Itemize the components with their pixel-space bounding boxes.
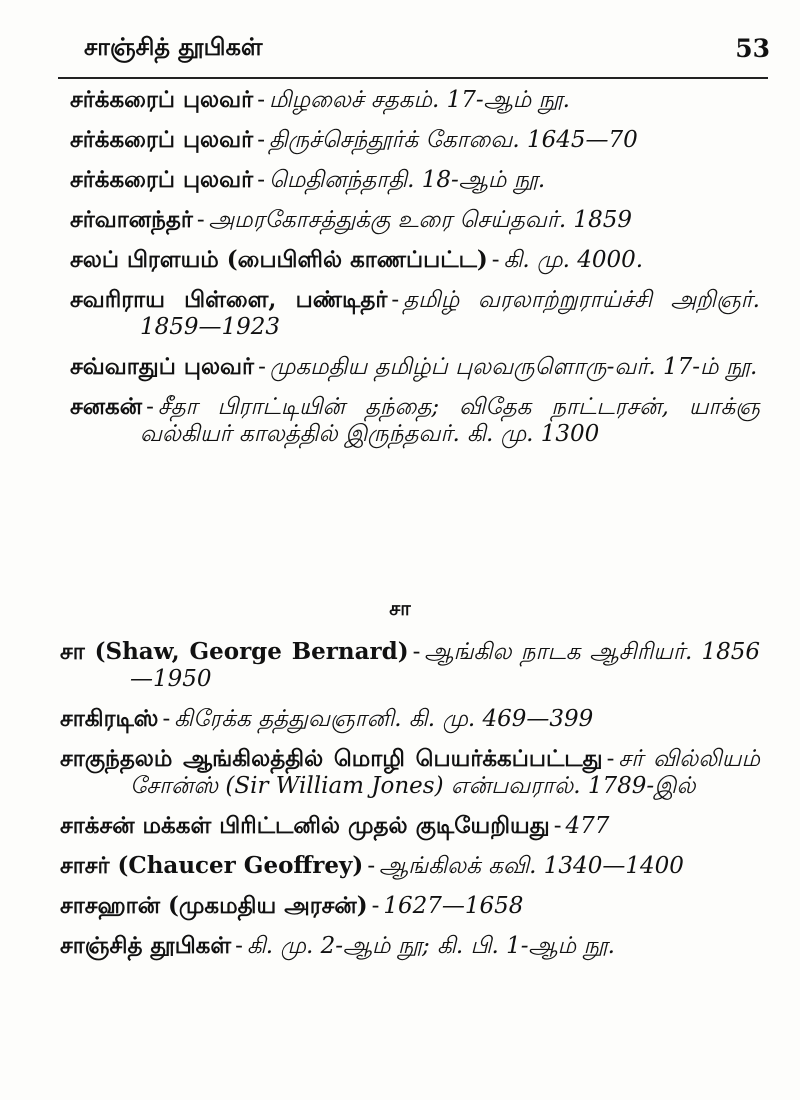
entry-separator: - (257, 127, 265, 153)
entry-separator: - (606, 746, 615, 772)
entry-headword: சர்க்கரைப் புலவர் (70, 166, 254, 193)
header-rule (58, 77, 768, 79)
entry-headword: சாசர் (Chaucer Geoffrey) (60, 852, 364, 879)
entry-description: கி. மு. 2-ஆம் நூ; கி. பி. 1-ஆம் நூ. (246, 933, 615, 959)
dictionary-entry (60, 745, 760, 800)
entry-headword: சர்க்கரைப் புலவர் (70, 86, 254, 113)
dictionary-entry (70, 86, 760, 114)
entry-headword: சா (Shaw, George Bernard) (60, 638, 409, 665)
dictionary-entry (70, 393, 760, 448)
entry-headword: சலப் பிரளயம் (பைபிளில் காணப்பட்ட) (70, 246, 488, 273)
entry-separator: - (412, 639, 421, 665)
entry-separator: - (146, 394, 154, 420)
entry-separator: - (162, 706, 171, 732)
entry-description: ஆங்கில நாடக ஆசிரியர். 1856—1950 (130, 639, 760, 692)
entry-separator: - (367, 853, 376, 879)
entry-separator: - (196, 207, 205, 233)
dictionary-entry (60, 892, 760, 920)
dictionary-entry (60, 812, 760, 840)
entry-headword: சவ்வாதுப் புலவர் (70, 353, 255, 380)
entry-separator: - (235, 933, 243, 959)
entry-description: தமிழ் வரலாற்றுராய்ச்சி அறிஞர். 1859—1923 (140, 287, 760, 340)
entry-list-b (60, 638, 760, 972)
dictionary-entry (70, 126, 760, 154)
entry-separator: - (391, 287, 400, 313)
entry-description: சீதா பிராட்டியின் தந்தை; விதேக நாட்டரசன், யாக்ஞ வல்கியர் காலத்தில் இருந்தவர். கி. மு. 1300 (140, 394, 760, 447)
entry-description: திருச்செந்தூர்க் கோவை. 1645—70 (268, 127, 638, 153)
dictionary-entry (60, 705, 760, 733)
entry-description: சர் வில்லியம் சோன்ஸ் (Sir William Jones) என்பவரால். 1789-இல் (130, 746, 760, 799)
dictionary-entry (70, 353, 760, 381)
entry-headword: சாகுந்தலம் ஆங்கிலத்தில் மொழி பெயர்க்கப்பட்டது (60, 745, 603, 772)
entry-headword: சர்க்கரைப் புலவர் (70, 126, 254, 153)
entry-headword: சனகன் (70, 393, 143, 420)
entry-headword: சாகிரடிஸ் (60, 705, 159, 732)
entry-description: கி. மு. 4000. (503, 247, 644, 273)
entry-separator: - (371, 893, 380, 919)
entry-headword: சாஞ்சித் தூபிகள் (60, 932, 232, 959)
entry-separator: - (257, 87, 265, 113)
entry-headword: சவரிராய பிள்ளை, பண்டிதர் (70, 286, 388, 313)
entry-description: 477 (565, 813, 610, 839)
entry-separator: - (258, 354, 266, 380)
entry-description: மெதினந்தாதி. 18-ஆம் நூ. (268, 167, 546, 193)
entry-separator: - (257, 167, 265, 193)
entry-headword: சாக்சன் மக்கள் பிரிட்டனில் முதல் குடியேறியது (60, 812, 550, 839)
dictionary-entry (70, 206, 760, 234)
section-heading: சா (389, 596, 411, 620)
dictionary-entry (60, 932, 760, 960)
dictionary-entry (60, 638, 760, 693)
dictionary-entry (70, 166, 760, 194)
entry-description: முகமதிய தமிழ்ப் புலவருளொரு-வர். 17-ம் நூ. (269, 354, 758, 380)
entry-description: மிழலைச் சதகம். 17-ஆம் நூ. (268, 87, 570, 113)
entry-description: ஆங்கிலக் கவி. 1340—1400 (379, 853, 684, 879)
running-title: சாஞ்சித் தூபிகள் (84, 32, 263, 61)
entry-list-a (70, 86, 760, 460)
page-header (70, 28, 770, 72)
entry-description: அமரகோசத்துக்கு உரை செய்தவர். 1859 (208, 207, 632, 233)
entry-separator: - (553, 813, 562, 839)
page-number: 53 (735, 34, 770, 63)
entry-headword: சர்வானந்தர் (70, 206, 193, 233)
entry-description: கிரேக்க தத்துவஞானி. கி. மு. 469—399 (174, 706, 594, 732)
dictionary-entry (70, 246, 760, 274)
entry-headword: சாசஹான் (முகமதிய அரசன்) (60, 892, 368, 919)
dictionary-entry (60, 852, 760, 880)
entry-description: 1627—1658 (383, 893, 524, 919)
dictionary-entry (70, 286, 760, 341)
entry-separator: - (491, 247, 500, 273)
